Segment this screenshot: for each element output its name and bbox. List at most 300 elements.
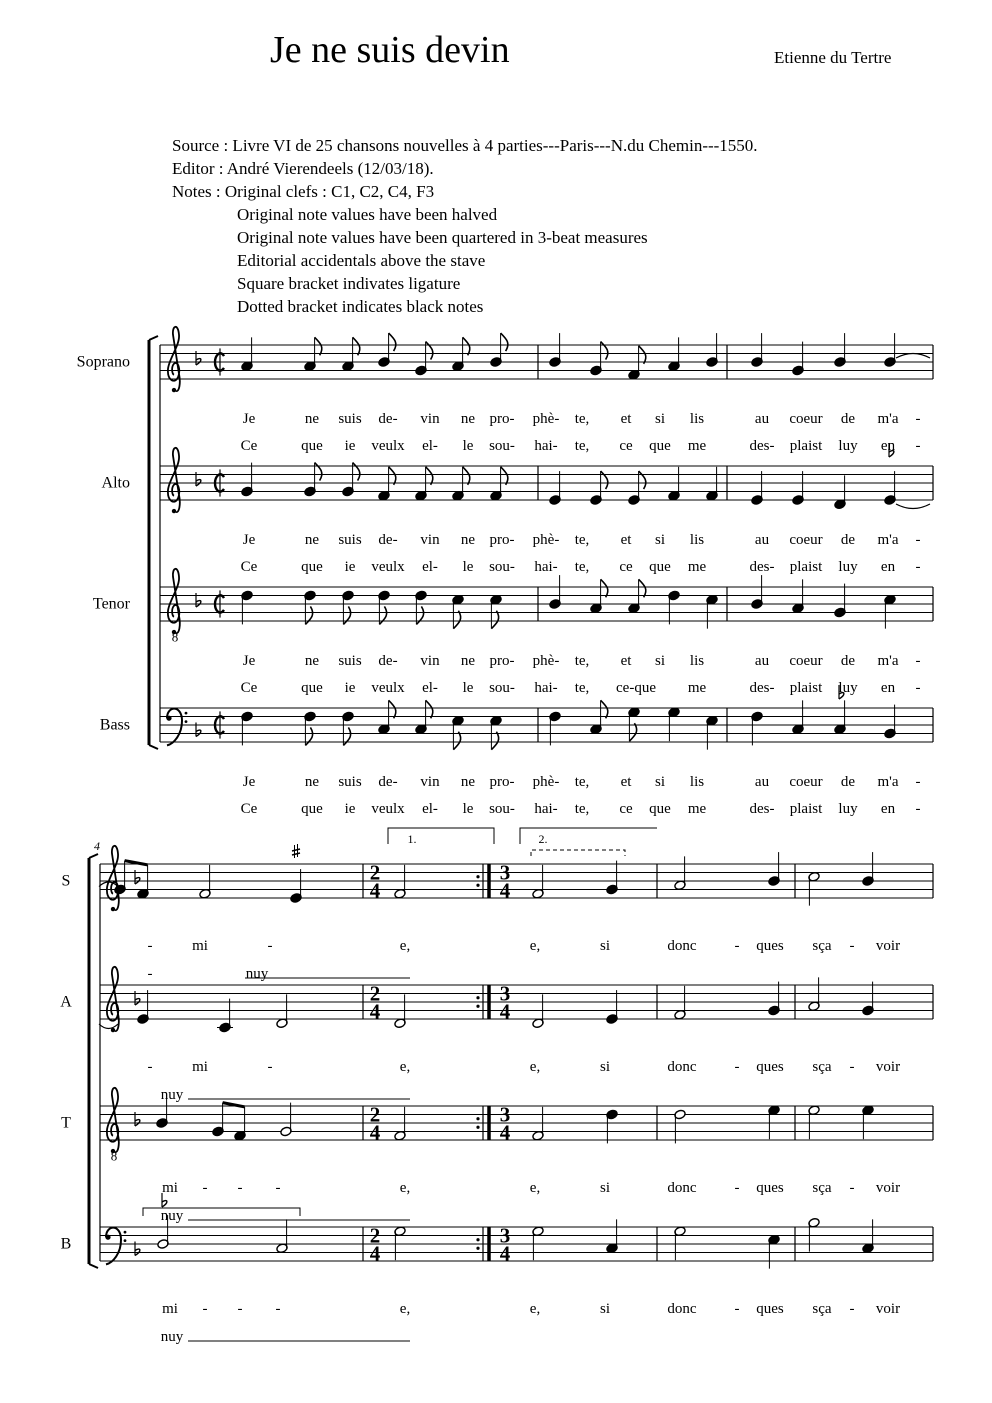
lyric-verse1: m'a (877, 411, 899, 427)
time-signature-top: 2 (369, 860, 381, 885)
time-signature-bottom: 4 (499, 878, 511, 903)
lyric-verse1: ne (460, 774, 476, 790)
lyric-verse2: luy (838, 438, 858, 454)
tenor-octave-mark: 8 (110, 1148, 118, 1164)
time-signature-top: 2 (369, 1102, 381, 1127)
note (751, 471, 763, 505)
lyric-verse1: ne (304, 774, 320, 790)
lyric-line1: - (267, 938, 273, 954)
lyric-verse2: ie (344, 801, 356, 817)
lyric-verse1: au (754, 411, 770, 427)
lyric-verse2: sou- (489, 680, 515, 696)
lyric-verse2: ie (344, 559, 356, 575)
note (549, 333, 561, 367)
note-flag (491, 611, 498, 629)
note-flag (426, 467, 433, 485)
note (751, 575, 763, 609)
treble-clef-icon (168, 327, 180, 392)
note (792, 471, 804, 505)
lyric-verse2: que (301, 438, 323, 454)
lyric-line1: si (599, 938, 611, 954)
lyric-verse1: te, (574, 411, 590, 427)
lyric-verse2: hai- (534, 438, 558, 454)
note (668, 590, 680, 624)
note (808, 977, 820, 1011)
lyric-verse1: phè- (532, 411, 560, 427)
time-signature-bottom: 4 (499, 1241, 511, 1266)
note-flag (501, 333, 508, 351)
note (490, 715, 502, 749)
lyric-verse2: me (687, 680, 707, 696)
note (668, 337, 680, 371)
note-flag (389, 467, 396, 485)
note (606, 1109, 618, 1143)
note-flag (379, 606, 386, 624)
lyric-line1: e, (529, 1180, 541, 1196)
time-signature-bottom: 4 (369, 999, 381, 1024)
note (532, 1226, 544, 1260)
lyric-verse2: plaist (789, 438, 823, 454)
repeat-dot (476, 1247, 479, 1250)
lyric-verse1: suis (338, 774, 362, 790)
note (674, 856, 686, 890)
lyric-verse2: ie (344, 438, 356, 454)
bass-clef-icon (105, 1228, 126, 1265)
lyric-verse1: si (654, 532, 666, 548)
lyric-verse2: veulx (371, 559, 405, 575)
lyric-line1: - (734, 1180, 740, 1196)
lyric-verse1: au (754, 774, 770, 790)
note (834, 475, 846, 509)
lyric-verse1: m'a (877, 532, 899, 548)
treble-clef-icon (168, 569, 180, 634)
bass-clef-path (167, 709, 182, 746)
treble-clef-icon (107, 1088, 119, 1153)
lyric-verse1: lis (689, 532, 705, 548)
note (706, 594, 718, 628)
lyric-verse1: - (915, 411, 921, 427)
treble-clef-icon (107, 967, 119, 1032)
source-line: Source : Livre VI de 25 chansons nouvelles à 4 parties---Paris---N.du Chemin---1550. (172, 136, 758, 155)
lyric-verse2: Ce (240, 680, 258, 696)
note (834, 700, 846, 734)
lyric-verse2: en (880, 559, 896, 575)
repeat-dot (476, 875, 479, 878)
page-title: Je ne suis devin (270, 29, 510, 71)
lyric-line2: nuy (160, 1087, 184, 1103)
lyric-line1: - (147, 1059, 153, 1075)
lyric-verse1: ne (304, 532, 320, 548)
lyric-verse1: et (620, 774, 632, 790)
time-signature-top: 3 (499, 1223, 511, 1248)
note (792, 342, 804, 376)
note (378, 700, 396, 734)
note (884, 594, 896, 628)
lyric-line1: sça (812, 1180, 832, 1196)
sharp-stroke (292, 853, 300, 855)
repeat-dot (476, 884, 479, 887)
note-flag (501, 467, 508, 485)
sharp-icon (292, 844, 300, 858)
treble-clef-dot (172, 388, 176, 392)
lyric-line1: - (202, 1301, 208, 1317)
lyric-verse2: - (915, 438, 921, 454)
lyric-line1: - (734, 1301, 740, 1317)
lyric-verse1: ne (460, 653, 476, 669)
lyric-verse2: le (462, 438, 474, 454)
lyric-verse2: sou- (489, 438, 515, 454)
note (290, 869, 302, 903)
bass-clef-dot (166, 716, 171, 721)
lyric-verse2: en (880, 801, 896, 817)
note (862, 1219, 874, 1253)
note (304, 590, 316, 624)
note (452, 467, 470, 501)
lyric-verse2: le (462, 680, 474, 696)
note-line: Original note values have been quartered in 3-beat measures (237, 228, 648, 247)
note (452, 337, 470, 371)
lyric-verse1: phè- (532, 653, 560, 669)
lyric-line1: - (849, 1059, 855, 1075)
tie (896, 354, 930, 359)
treble-clef-dot (172, 509, 176, 513)
lyric-verse1: ne (460, 532, 476, 548)
lyric-verse2: veulx (371, 438, 405, 454)
lyric-verse1: vin (420, 411, 440, 427)
lyric-verse1: si (654, 411, 666, 427)
lyric-line1: - (202, 1180, 208, 1196)
time-signature-top: 2 (369, 981, 381, 1006)
lyric-verse1: Je (242, 774, 256, 790)
lyric-verse1: suis (338, 653, 362, 669)
lyric-line1: - (275, 1301, 281, 1317)
note (490, 594, 502, 628)
measure-number: 4 (94, 839, 100, 853)
part-abbrev: B (60, 1235, 72, 1253)
note (532, 994, 544, 1028)
lyric-verse1: lis (689, 411, 705, 427)
lyric-verse2: te, (574, 438, 590, 454)
lyric-line1: - (849, 1180, 855, 1196)
note-flag (629, 723, 636, 741)
note-flag (453, 611, 460, 629)
note (415, 700, 433, 734)
note (751, 333, 763, 367)
note (199, 865, 211, 899)
lyric-verse2: le (462, 801, 474, 817)
note (706, 715, 718, 749)
note (394, 994, 406, 1028)
lyric-verse1: coeur (789, 653, 823, 669)
note (137, 990, 149, 1024)
lyric-verse2: - (915, 680, 921, 696)
lyric-verse1: et (620, 411, 632, 427)
lyric-line1: - (734, 938, 740, 954)
system-bracket-cap (89, 1264, 98, 1268)
note (452, 715, 464, 749)
lyric-verse2: que (649, 438, 671, 454)
time-signature-bottom: 4 (369, 878, 381, 903)
lyric-verse2: me (687, 559, 707, 575)
note-flag (343, 606, 350, 624)
lyric-verse2: que (301, 559, 323, 575)
lyric-verse2: des- (749, 559, 775, 575)
lyric-verse2: te, (574, 801, 590, 817)
lyric-verse1: - (915, 774, 921, 790)
note-flag (305, 606, 312, 624)
note (241, 463, 253, 497)
treble-clef-icon (168, 448, 180, 513)
note (674, 1109, 686, 1143)
note (792, 579, 804, 613)
lyric-line1: e, (399, 938, 411, 954)
time-signature-top: 2 (369, 1223, 381, 1248)
note (808, 871, 820, 905)
note (706, 467, 718, 501)
lyric-verse2: ce (619, 801, 633, 817)
lyric-line1: donc (667, 1301, 697, 1317)
lyric-verse1: phè- (532, 774, 560, 790)
lyric-line1: ques (756, 938, 784, 954)
lyric-verse2: le (462, 559, 474, 575)
tie (896, 504, 930, 509)
lyric-verse2: - (915, 801, 921, 817)
note-flag (463, 467, 470, 485)
note (674, 1226, 686, 1260)
lyric-verse2: ie (344, 680, 356, 696)
lyric-verse1: te, (574, 653, 590, 669)
lyric-verse1: lis (689, 774, 705, 790)
note (606, 990, 618, 1024)
lyric-verse2: ce (619, 438, 633, 454)
note (276, 1219, 288, 1253)
note-line: Editorial accidentals above the stave (237, 251, 486, 270)
note-flag (389, 333, 396, 351)
lyric-verse2: hai- (534, 680, 558, 696)
lyric-verse1: de- (378, 774, 398, 790)
note (532, 1107, 544, 1141)
lyric-line1: ques (756, 1059, 784, 1075)
time-signature-bottom: 4 (369, 1241, 381, 1266)
lyric-verse1: de- (378, 532, 398, 548)
lyric-verse1: m'a (877, 653, 899, 669)
treble-clef-path (168, 569, 180, 633)
lyric-line1: voir (875, 1301, 901, 1317)
lyric-verse2: Ce (240, 559, 258, 575)
note (342, 337, 360, 371)
lyric-verse2: luy (838, 801, 858, 817)
note (276, 994, 288, 1028)
notes-line: Notes : Original clefs : C1, C2, C4, F3 (172, 182, 435, 201)
note (606, 861, 618, 895)
note (706, 333, 718, 367)
note (834, 333, 846, 367)
note (212, 1103, 224, 1137)
time-signature-bottom: 4 (499, 999, 511, 1024)
note (768, 1105, 780, 1139)
lyric-line1: si (599, 1059, 611, 1075)
note-flag (453, 732, 460, 750)
bass-clef-dot (185, 712, 188, 715)
note (394, 1107, 406, 1141)
note (768, 1234, 780, 1268)
note (862, 982, 874, 1016)
note-flag (601, 700, 608, 718)
note (280, 1103, 292, 1137)
note (862, 852, 874, 886)
part-name: Soprano (76, 353, 130, 371)
note (342, 711, 354, 745)
note-flag (416, 606, 423, 624)
note (234, 1107, 246, 1141)
note-flag (353, 463, 360, 481)
note (768, 852, 780, 886)
lyric-verse1: au (754, 653, 770, 669)
note (628, 579, 646, 613)
lyric-verse1: coeur (789, 411, 823, 427)
lyric-verse1: vin (420, 532, 440, 548)
lyric-verse2: veulx (371, 801, 405, 817)
lyric-verse1: te, (574, 532, 590, 548)
lyric-verse1: et (620, 653, 632, 669)
volta-bracket-1 (388, 828, 494, 844)
note (394, 865, 406, 899)
lyric-verse1: si (654, 774, 666, 790)
lyric-line1: - (237, 1301, 243, 1317)
lyric-verse1: suis (338, 411, 362, 427)
part-abbrev: T (61, 1114, 71, 1132)
lyric-verse2: que (301, 680, 323, 696)
note-flag (426, 700, 433, 718)
lyric-line1: sça (812, 1301, 832, 1317)
lyric-verse1: - (915, 532, 921, 548)
lyric-verse2: plaist (789, 680, 823, 696)
lyric-verse1: ne (460, 411, 476, 427)
lyric-verse2: sou- (489, 559, 515, 575)
lyric-verse1: ne (304, 411, 320, 427)
lyric-verse1: pro- (489, 532, 515, 548)
note-flag (601, 471, 608, 489)
lyric-verse1: pro- (489, 653, 515, 669)
lyric-line1: - (849, 938, 855, 954)
lyric-verse2: - (915, 559, 921, 575)
note (549, 575, 561, 609)
note-flag (463, 337, 470, 355)
note (674, 986, 686, 1020)
bass-clef-path (106, 1228, 121, 1265)
note-line: Original note values have been halved (237, 205, 498, 224)
note (415, 590, 427, 624)
part-name: Bass (99, 716, 130, 734)
lyric-verse2: el- (422, 438, 438, 454)
bass-clef-dot (124, 1239, 127, 1242)
time-signature-top: 3 (499, 1102, 511, 1127)
lyric-verse2: te, (574, 559, 590, 575)
time-signature-bottom: 4 (369, 1120, 381, 1145)
editor-line: Editor : André Vierendeels (12/03/18). (172, 159, 434, 178)
lyric-line1: ques (756, 1301, 784, 1317)
lyric-verse1: vin (420, 774, 440, 790)
lyric-line1: e, (529, 1301, 541, 1317)
note (792, 700, 804, 734)
lyric-verse2: ce (619, 559, 633, 575)
lyric-line1: sça (812, 1059, 832, 1075)
lyric-line1: sça (812, 938, 832, 954)
volta-label-1: 1. (407, 832, 417, 846)
bass-clef-icon (166, 709, 187, 746)
bass-clef-dot (124, 1231, 127, 1234)
note (304, 711, 316, 745)
lyric-verse1: de- (378, 411, 398, 427)
lyric-verse2: el- (422, 801, 438, 817)
lyric-verse1: phè- (532, 532, 560, 548)
lyric-verse1: de (840, 532, 856, 548)
lyric-verse2: me (687, 438, 707, 454)
lyric-verse1: - (915, 653, 921, 669)
note (808, 1105, 820, 1139)
volta-label-2: 2. (538, 832, 548, 846)
note (628, 346, 646, 380)
lyric-verse1: coeur (789, 774, 823, 790)
lyric-line1: e, (529, 1059, 541, 1075)
lyric-verse2: luy (838, 680, 858, 696)
note (628, 707, 640, 741)
note-flag (639, 579, 646, 597)
repeat-dot (476, 996, 479, 999)
lyric-line1: - (275, 1180, 281, 1196)
part-name: Alto (101, 474, 130, 492)
note (241, 337, 253, 371)
treble-clef-path (107, 967, 119, 1031)
composer: Etienne du Tertre (774, 48, 892, 67)
lyric-line1: - (734, 1059, 740, 1075)
lyric-line1: donc (667, 1180, 697, 1196)
lyric-verse1: pro- (489, 411, 515, 427)
note (452, 594, 464, 628)
note-flag (343, 727, 350, 745)
treble-clef-dot (111, 907, 115, 911)
lyric-line2: nuy (245, 966, 269, 982)
note (751, 711, 763, 745)
note (884, 471, 896, 505)
lyric-line1: e, (399, 1301, 411, 1317)
lyric-line2: - (147, 966, 153, 982)
note (590, 579, 608, 613)
note-flag (426, 342, 433, 360)
note (884, 333, 896, 367)
lyric-verse2: en (880, 680, 896, 696)
lyric-verse2: que (649, 559, 671, 575)
lyric-verse1: Je (242, 411, 256, 427)
lyric-verse2: luy (838, 559, 858, 575)
lyric-verse2: te, (574, 680, 590, 696)
note-flag (491, 732, 498, 750)
lyric-line1: mi (192, 1059, 208, 1075)
lyric-line1: mi (162, 1180, 178, 1196)
lyric-verse1: pro- (489, 774, 515, 790)
bass-clef-dot (105, 1235, 110, 1240)
lyric-verse1: ne (304, 653, 320, 669)
lyric-line1: voir (875, 1180, 901, 1196)
note-line: Dotted bracket indicates black notes (237, 297, 484, 316)
tie (99, 1024, 118, 1029)
note (808, 1217, 820, 1251)
lyric-verse2: que (301, 801, 323, 817)
repeat-dot (476, 1005, 479, 1008)
lyric-verse1: coeur (789, 532, 823, 548)
note-flag (305, 727, 312, 745)
lyric-verse1: de (840, 653, 856, 669)
